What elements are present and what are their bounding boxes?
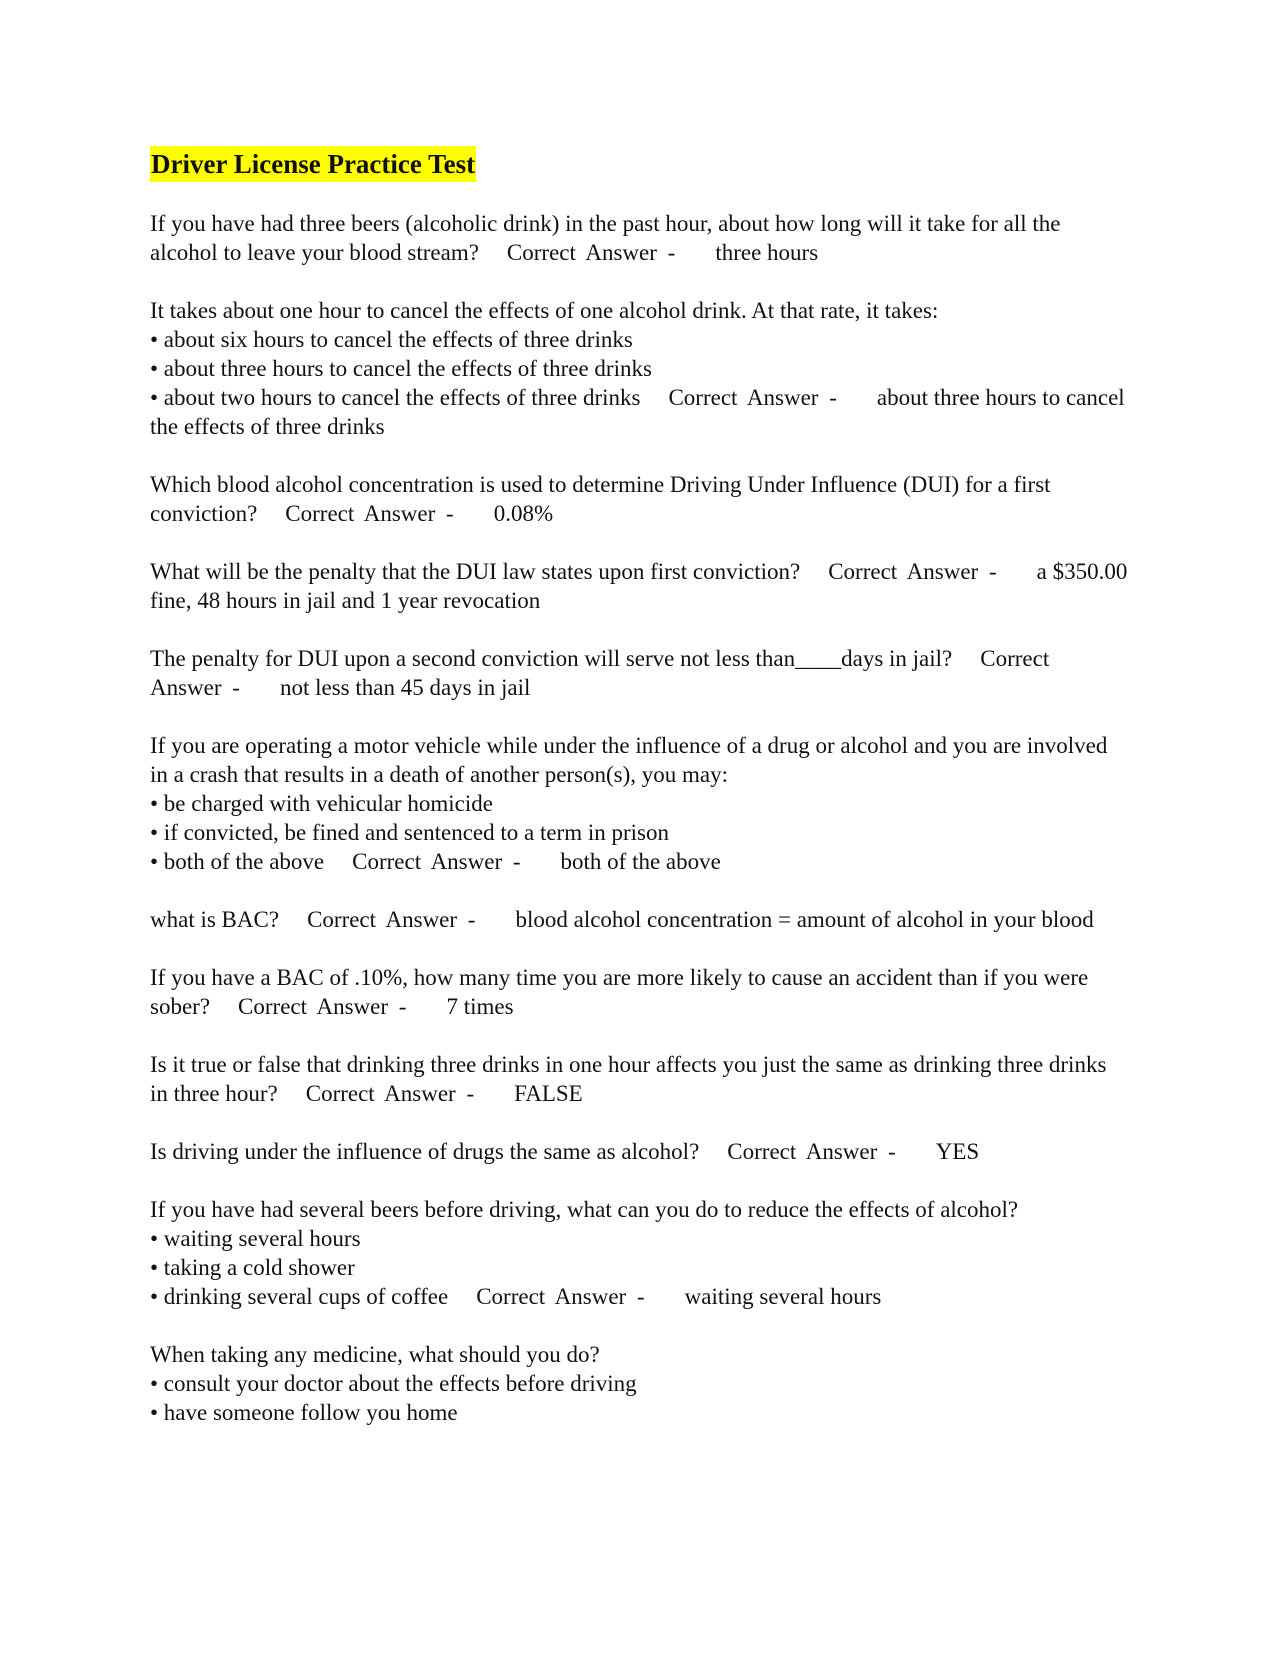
- question-text: When taking any medicine, what should you do?: [150, 1342, 600, 1367]
- document-page: [150, 146, 1130, 1456]
- question-block: [150, 557, 1130, 615]
- question-block: [150, 209, 1130, 267]
- question-paragraph: [150, 905, 1130, 934]
- answer-option: [150, 1284, 881, 1309]
- question-text: If you have had several beers before driving, what can you do to reduce the effects of alcohol?: [150, 1197, 1019, 1222]
- answer-option: [150, 1369, 1130, 1398]
- correct-answer-text: FALSE: [514, 1081, 583, 1106]
- correct-answer-text: both of the above: [560, 849, 721, 874]
- question-block: [150, 731, 1130, 876]
- option-text: • have someone follow you home: [150, 1400, 458, 1425]
- option-text: • be charged with vehicular homicide: [150, 791, 493, 816]
- question-paragraph: [150, 209, 1130, 267]
- answer-option: [150, 1398, 1130, 1427]
- question-paragraph: [150, 296, 1130, 441]
- correct-answer-text: blood alcohol concentration = amount of alcohol in your blood: [515, 907, 1094, 932]
- question-block: [150, 1195, 1130, 1311]
- correct-answer-label: Correct Answer -: [506, 240, 676, 265]
- correct-answer-label: Correct Answer -: [727, 1139, 896, 1164]
- option-text: • if convicted, be fined and sentenced to a term in prison: [150, 820, 669, 845]
- correct-answer-text: 0.08%: [493, 501, 554, 526]
- question-block: [150, 905, 1130, 934]
- question-paragraph: [150, 557, 1130, 615]
- question-text: What will be the penalty that the DUI law states upon first conviction?: [150, 559, 801, 584]
- correct-answer-label: Correct Answer -: [828, 559, 997, 584]
- question-block: [150, 963, 1130, 1021]
- question-list: [150, 209, 1130, 1427]
- question-block: [150, 1050, 1130, 1108]
- option-text: • about six hours to cancel the effects of three drinks: [150, 327, 633, 352]
- correct-answer-text: 7 times: [446, 994, 514, 1019]
- answer-option: [150, 849, 721, 874]
- correct-answer-text: waiting several hours: [684, 1284, 882, 1309]
- answer-option: [150, 385, 1125, 439]
- question-text: It takes about one hour to cancel the effects of one alcohol drink. At that rate, it takes:: [150, 298, 939, 323]
- correct-answer-text: a $350.00 fine, 48 hours in jail and 1 year revocation: [150, 559, 1128, 613]
- correct-answer-label: Correct Answer -: [150, 646, 1050, 700]
- correct-answer-label: Correct Answer -: [668, 385, 837, 410]
- option-text: • taking a cold shower: [150, 1255, 355, 1280]
- option-text: • both of the above: [150, 849, 325, 874]
- answer-option: [150, 1253, 1130, 1282]
- question-block: [150, 470, 1130, 528]
- answer-option: [150, 325, 1130, 354]
- question-text: Is driving under the influence of drugs the same as alcohol?: [150, 1139, 700, 1164]
- question-block: [150, 644, 1130, 702]
- option-text: • waiting several hours: [150, 1226, 361, 1251]
- question-text: If you have a BAC of .10%, how many time you are more likely to cause an accident than if you were sober?: [150, 965, 1089, 1019]
- question-text: The penalty for DUI upon a second conviction will serve not less than____days in jail?: [150, 646, 953, 671]
- question-text: If you have had three beers (alcoholic drink) in the past hour, about how long will it take for all the alcohol to leave your blood stream?: [150, 211, 1061, 265]
- question-block: [150, 296, 1130, 441]
- option-text: • drinking several cups of coffee: [150, 1284, 449, 1309]
- answer-option: [150, 789, 1130, 818]
- option-text: • consult your doctor about the effects before driving: [150, 1371, 637, 1396]
- question-text: what is BAC?: [150, 907, 280, 932]
- correct-answer-label: Correct Answer -: [307, 907, 476, 932]
- answer-option: [150, 354, 1130, 383]
- question-paragraph: [150, 1195, 1130, 1311]
- correct-answer-label: Correct Answer -: [305, 1081, 475, 1106]
- question-text: Is it true or false that drinking three drinks in one hour affects you just the same as drinking three drinks in three hour?: [150, 1052, 1107, 1106]
- question-block: [150, 1137, 1130, 1166]
- question-paragraph: [150, 1137, 1130, 1166]
- correct-answer-text: not less than 45 days in jail: [279, 675, 531, 700]
- page-title: Driver License Practice Test: [150, 146, 476, 182]
- answer-option: [150, 1224, 1130, 1253]
- question-paragraph: [150, 731, 1130, 876]
- correct-answer-label: Correct Answer -: [238, 994, 407, 1019]
- correct-answer-text: about three hours to cancel the effects of three drinks: [150, 385, 1125, 439]
- question-text: Which blood alcohol concentration is used to determine Driving Under Influence (DUI) for a first conviction?: [150, 472, 1051, 526]
- question-paragraph: [150, 963, 1130, 1021]
- answer-option: [150, 818, 1130, 847]
- question-paragraph: [150, 1050, 1130, 1108]
- question-paragraph: [150, 644, 1130, 702]
- question-block: [150, 1340, 1130, 1427]
- correct-answer-label: Correct Answer -: [352, 849, 521, 874]
- question-paragraph: [150, 470, 1130, 528]
- correct-answer-label: Correct Answer -: [476, 1284, 645, 1309]
- correct-answer-label: Correct Answer -: [285, 501, 454, 526]
- option-text: • about three hours to cancel the effects of three drinks: [150, 356, 652, 381]
- correct-answer-text: three hours: [715, 240, 819, 265]
- question-text: If you are operating a motor vehicle while under the influence of a drug or alcohol and you are involved in a crash that results in a death of another person(s), you may:: [150, 733, 1108, 787]
- question-paragraph: [150, 1340, 1130, 1427]
- option-text: • about two hours to cancel the effects of three drinks: [150, 385, 641, 410]
- correct-answer-text: YES: [935, 1139, 980, 1164]
